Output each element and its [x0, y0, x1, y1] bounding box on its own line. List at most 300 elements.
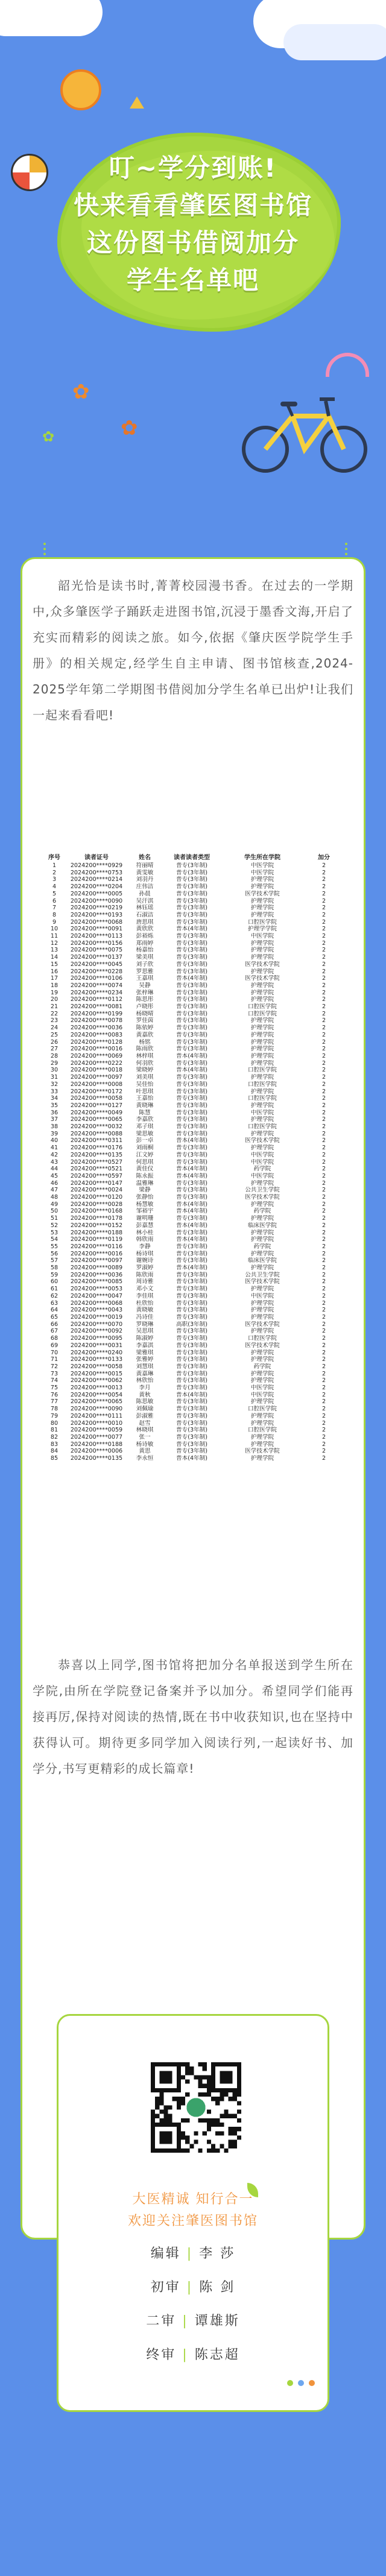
table-cell: 普专(3年制) [176, 1328, 207, 1335]
table-row [43, 926, 345, 933]
table-cell: 普本(4年制) [176, 1391, 207, 1398]
table-cell: 普专(3年制) [176, 1109, 207, 1116]
table-cell: 2 [321, 1398, 326, 1406]
table-cell: 2024200****0095 [70, 1335, 123, 1342]
table-cell: 林欣怡 [136, 1377, 154, 1384]
table-cell: 温雅琳 [136, 1179, 154, 1187]
table-row [43, 1152, 345, 1159]
table-row [43, 1398, 345, 1406]
table-cell: 2024200****0068 [70, 1299, 123, 1307]
table-row [43, 1434, 345, 1441]
table-cell: 2024200****0111 [70, 1412, 123, 1419]
table-cell: 中医学院 [250, 1109, 274, 1116]
table-cell: 2 [321, 1412, 326, 1419]
table-cell: 2024200****0234 [70, 989, 123, 996]
table-cell: 65 [50, 1314, 59, 1321]
table-cell: 刘羽丹 [136, 876, 154, 883]
table-cell: 中医学院 [250, 1391, 274, 1398]
table-cell: 护理学学院 [248, 926, 277, 933]
table-cell: 2 [321, 890, 326, 897]
table-cell: 护理学院 [250, 1286, 274, 1293]
table-cell: 林钰瑶 [136, 904, 154, 912]
table-cell: 普专(3年制) [176, 1003, 207, 1011]
table-cell: 普专(3年制) [176, 1179, 207, 1187]
table-cell: 68 [50, 1335, 59, 1342]
table-cell: 张梓琳 [136, 989, 154, 996]
table-cell: 普专(3年制) [176, 1257, 207, 1264]
table-row [43, 1406, 345, 1413]
table-cell: 护理学院 [250, 1377, 274, 1384]
table-cell: 梁静 [139, 1187, 151, 1194]
table-row [43, 1137, 345, 1144]
table-cell: 2024200****0156 [70, 939, 123, 947]
table-cell: 45 [50, 1172, 59, 1179]
qr-code-icon [151, 2062, 241, 2153]
credit-name: 谭雄斯 [194, 2314, 240, 2329]
table-row [43, 1173, 345, 1180]
table-cell: 口腔医学院 [248, 1406, 277, 1413]
table-cell: 80 [50, 1419, 59, 1427]
table-cell: 2024200****0019 [70, 1314, 123, 1321]
table-cell: 2 [321, 1116, 326, 1123]
table-cell: 2 [321, 939, 326, 947]
table-cell: 中医学院 [250, 1158, 274, 1166]
table-cell: 护理学院 [250, 982, 274, 989]
table-row [43, 1046, 345, 1053]
table-cell: 4 [52, 883, 57, 891]
table-row [43, 1278, 345, 1286]
credit-role: 初审 [150, 2280, 181, 2295]
table-cell: 护理学院 [250, 1307, 274, 1314]
table-cell: 2024200****0116 [70, 1243, 123, 1250]
table-cell: 护理学院 [250, 1356, 274, 1363]
table-cell: 护理学院 [250, 1433, 274, 1441]
table-cell: 普专(3年制) [176, 1406, 207, 1413]
table-cell: 何羽欣 [136, 1059, 154, 1067]
table-cell: 24 [50, 1024, 59, 1032]
credit-row [0, 2344, 386, 2363]
table-cell: 63 [50, 1299, 59, 1307]
cloud-decoration [283, 24, 386, 60]
decorative-dots [287, 2377, 320, 2388]
table-cell: 普专(3年制) [176, 1335, 207, 1342]
table-row [43, 1257, 345, 1264]
table-cell: 2 [321, 1215, 326, 1222]
table-cell: 符丽晴 [136, 862, 154, 869]
table-cell: 33 [50, 1088, 59, 1095]
table-cell: 2024200****0527 [70, 1158, 123, 1166]
table-cell: 陈慧 [139, 1109, 151, 1116]
bonus-list-table-wrapper [43, 854, 345, 1462]
table-cell: 60 [50, 1278, 59, 1286]
table-cell: 李嘉淇 [136, 1342, 154, 1349]
table-cell: 2024200****0112 [70, 996, 123, 1003]
intro-paragraph: 韶光恰是读书时,菁菁校园漫书香。在过去的一学期中,众多肇医学子踊跃走进图书馆,沉浸于墨香文海,开启了充实而精彩的阅读之旅。如今,依据《肇庆医学院学生手册》的相关规定,经学生自主申请、图书馆核查,2024-2025学年第二学期图书借阅加分学生名单已出炉!让我们一起来看看吧! [33, 578, 353, 722]
table-row [43, 940, 345, 947]
table-cell: 2 [321, 1271, 326, 1278]
table-cell: 2 [321, 1441, 326, 1448]
table-cell: 55 [50, 1243, 59, 1250]
table-cell: 47 [50, 1187, 59, 1194]
table-cell: 35 [50, 1102, 59, 1109]
table-cell: 冯诗佳 [136, 1314, 154, 1321]
table-cell: 2024200****0176 [70, 1144, 123, 1152]
table-cell: 杜欣怡 [136, 1299, 154, 1307]
table-cell: 2024200****0058 [70, 1363, 123, 1370]
table-cell: 53 [50, 1229, 59, 1236]
table-cell: 67 [50, 1328, 59, 1335]
table-cell: 护理学院 [250, 1052, 274, 1059]
table-cell: 2 [321, 883, 326, 891]
table-cell: 3 [52, 876, 57, 883]
table-cell: 2024200****0006 [70, 1448, 123, 1455]
table-cell: 2024200****0045 [70, 961, 123, 968]
table-cell: 49 [50, 1201, 59, 1208]
table-cell: 护理学院 [250, 1102, 274, 1109]
table-cell: 2 [321, 1151, 326, 1158]
table-cell: 孙晨 [139, 890, 151, 897]
table-cell: 普专(3年制) [176, 1433, 207, 1441]
table-cell: 2024200****0133 [70, 1356, 123, 1363]
table-row [43, 1335, 345, 1342]
table-cell: 2 [321, 876, 326, 883]
outro-paragraph: 恭喜以上同学,图书馆将把加分名单报送到学生所在学院,由所在学院登记备案并予以加分。希望同学们能再接再厉,保持对阅读的热情,既在书中收获知识,也在坚持中获得认可。期待更多同学加入阅读行列,一起读好书、加学分,书写更精彩的成长篇章! [33, 1658, 353, 1776]
table-cell: 普专(3年制) [176, 1158, 207, 1166]
table-cell: 吴汗淇 [136, 897, 154, 904]
table-cell: 吴思琪 [136, 1328, 154, 1335]
headline-line-3: 这份图书借阅加分 [86, 228, 299, 257]
table-row [43, 990, 345, 997]
table-cell: 邓子琪 [136, 1123, 154, 1131]
table-cell: 吴静 [139, 982, 151, 989]
table-cell: 郑雨婷 [136, 939, 154, 947]
table-cell: 普专(3年制) [176, 1031, 207, 1038]
table-cell: 李月 [139, 1384, 151, 1392]
table-cell: 罗思雅 [136, 968, 154, 975]
table-cell: 护理学院 [250, 904, 274, 912]
table-cell: 口腔医学院 [248, 1427, 277, 1434]
table-cell: 梁雅琪 [136, 1349, 154, 1356]
table-cell: 护理学院 [250, 876, 274, 883]
table-header-cell: 读者证号 [84, 854, 109, 862]
table-cell: 邓小文 [136, 1286, 154, 1293]
table-cell: 52 [50, 1222, 59, 1229]
table-cell: 护理学院 [250, 1130, 274, 1137]
table-cell: 70 [50, 1349, 59, 1356]
table-cell: 2024200****0083 [70, 1031, 123, 1038]
table-cell: 普本(4年制) [176, 1166, 207, 1173]
table-row [43, 1110, 345, 1117]
table-cell: 罗淑婷 [136, 1264, 154, 1272]
table-cell: 2 [321, 933, 326, 940]
table-cell: 护理学院 [250, 911, 274, 918]
table-cell: 护理学院 [250, 1412, 274, 1419]
table-cell: 2 [321, 1130, 326, 1137]
credit-role: 终审 [146, 2347, 177, 2363]
table-cell: 护理学院 [250, 1059, 274, 1067]
table-cell: 2024200****0092 [70, 1328, 123, 1335]
table-cell: 2 [321, 1067, 326, 1074]
table-row [43, 883, 345, 891]
table-cell: 34 [50, 1095, 59, 1102]
table-cell: 2024200****0090 [70, 897, 123, 904]
table-cell: 15 [50, 961, 59, 968]
table-cell: 护理学院 [250, 1398, 274, 1406]
headline [0, 150, 386, 299]
table-cell: 林梓琪 [136, 1052, 154, 1059]
credit-role: 二审 [146, 2314, 177, 2329]
credit-name: 陈志超 [194, 2347, 240, 2363]
table-cell: 2024200****0119 [70, 1236, 123, 1243]
table-cell: 2024200****0188 [70, 1229, 123, 1236]
table-cell: 吴佳怡 [136, 1081, 154, 1088]
table-row [43, 1427, 345, 1434]
table-header-row [43, 854, 345, 862]
table-cell: 28 [50, 1052, 59, 1059]
table-cell: 2024200****0199 [70, 1010, 123, 1017]
table-row [43, 996, 345, 1003]
table-row [43, 1067, 345, 1074]
table-cell: 13 [50, 947, 59, 954]
table-cell: 普专(3年制) [176, 933, 207, 940]
table-cell: 护理学院 [250, 1024, 274, 1032]
table-cell: 2024200****0188 [70, 1441, 123, 1448]
credit-row [0, 2243, 386, 2262]
credit-name: 陈 剑 [199, 2280, 236, 2295]
table-cell: 2 [321, 926, 326, 933]
table-cell: 护理学院 [250, 989, 274, 996]
table-cell: 护理学院 [250, 1038, 274, 1046]
credit-row [0, 2277, 386, 2296]
table-row [43, 862, 345, 870]
table-cell: 普专(3年制) [176, 1095, 207, 1102]
table-cell: 2 [321, 1299, 326, 1307]
table-row [43, 933, 345, 940]
table-cell: 黄思 [139, 1448, 151, 1455]
table-cell: 护理学院 [250, 1441, 274, 1448]
table-cell: 普专(3年制) [176, 1377, 207, 1384]
table-cell: 66 [50, 1321, 59, 1328]
bicycle-icon [238, 386, 371, 476]
table-cell: 2024200****0090 [70, 1406, 123, 1413]
table-row [43, 982, 345, 990]
table-row [43, 1363, 345, 1371]
table-cell: 2024200****0135 [70, 1455, 123, 1462]
table-cell: 2 [321, 1144, 326, 1152]
table-cell: 普专(3年制) [176, 1349, 207, 1356]
table-cell: 王嘉怡 [136, 1095, 154, 1102]
table-row [43, 912, 345, 919]
table-cell: 2024200****0929 [70, 862, 123, 869]
table-cell: 2 [321, 1427, 326, 1434]
table-cell: 普专(3年制) [176, 1363, 207, 1370]
table-cell: 2024200****0054 [70, 1391, 123, 1398]
table-cell: 5 [52, 890, 57, 897]
table-cell: 刘美琪 [136, 1074, 154, 1081]
table-cell: 护理学院 [250, 1299, 274, 1307]
table-cell: 普专(3年制) [176, 968, 207, 975]
table-cell: 普专(3年制) [176, 1398, 207, 1406]
table-cell: 2024200****0168 [70, 1208, 123, 1215]
table-cell: 护理学院 [250, 1250, 274, 1257]
credit-role: 编辑 [150, 2246, 181, 2261]
table-cell: 48 [50, 1194, 59, 1201]
table-row [43, 1371, 345, 1378]
table-cell: 2 [321, 961, 326, 968]
table-cell: 普专(3年制) [176, 1419, 207, 1427]
table-cell: 罗佳茵 [136, 1017, 154, 1024]
table-cell: 2 [321, 968, 326, 975]
table-row [43, 947, 345, 954]
table-cell: 陈思彤 [136, 996, 154, 1003]
headline-line-2: 快来看看肇医图书馆 [73, 191, 312, 220]
credit-separator: | [176, 2347, 195, 2363]
table-cell: 2 [321, 1377, 326, 1384]
table-cell: 护理学院 [250, 1328, 274, 1335]
table-cell: 2024200****0120 [70, 1194, 123, 1201]
table-row [43, 1264, 345, 1272]
table-row [43, 1017, 345, 1024]
table-cell: 75 [50, 1384, 59, 1392]
table-row [43, 1321, 345, 1328]
table-cell: 76 [50, 1391, 59, 1398]
table-cell: 2 [321, 1229, 326, 1236]
table-cell: 护理学院 [250, 1215, 274, 1222]
table-cell: 中医学院 [250, 869, 274, 876]
table-cell: 16 [50, 968, 59, 975]
table-cell: 2024200****0036 [70, 1024, 123, 1032]
table-cell: 2024200****0068 [70, 918, 123, 926]
table-cell: 29 [50, 1059, 59, 1067]
table-cell: 2 [321, 989, 326, 996]
table-cell: 2024200****0010 [70, 1419, 123, 1427]
table-row [43, 904, 345, 912]
table-cell: 口腔医学院 [248, 1081, 277, 1088]
table-cell: 口腔医学院 [248, 1003, 277, 1011]
table-cell: 梁晓婷 [136, 1067, 154, 1074]
table-cell: 李永恒 [136, 1455, 154, 1462]
table-cell: 普专(3年制) [176, 1286, 207, 1293]
table-row [43, 1455, 345, 1462]
table-cell: 2024200****0204 [70, 883, 123, 891]
table-cell: 2024200****0311 [70, 1137, 123, 1144]
table-cell: 37 [50, 1116, 59, 1123]
table-row [43, 1102, 345, 1110]
table-cell: 刘雨桐 [136, 1144, 154, 1152]
table-cell: 石淑洁 [136, 911, 154, 918]
table-cell: 2 [321, 897, 326, 904]
table-header-cell: 学生所在学院 [244, 854, 280, 862]
table-cell: 普专(3年制) [176, 947, 207, 954]
table-cell: 普本(4年制) [176, 1264, 207, 1272]
table-row [43, 968, 345, 976]
table-cell: 2024200****0081 [70, 1003, 123, 1011]
table-cell: 刘子欣 [136, 961, 154, 968]
table-cell: 31 [50, 1074, 59, 1081]
table-row [43, 1448, 345, 1455]
table-cell: 普专(3年制) [176, 1144, 207, 1152]
table-cell: 71 [50, 1356, 59, 1363]
table-cell: 2024200****0089 [70, 1264, 123, 1272]
table-cell: 护理学院 [250, 1179, 274, 1187]
table-row [43, 1236, 345, 1243]
table-header-cell: 序号 [48, 854, 60, 862]
table-cell: 普专(3年制) [176, 1271, 207, 1278]
table-row [43, 1293, 345, 1300]
table-cell: 2024200****0106 [70, 975, 123, 982]
table-cell: 陈永振 [136, 1172, 154, 1179]
table-cell: 护理学院 [250, 1314, 274, 1321]
table-cell: 药学院 [253, 1208, 271, 1215]
table-row [43, 1307, 345, 1314]
table-cell: 20 [50, 996, 59, 1003]
table-cell: 2 [321, 1264, 326, 1272]
table-cell: 2024200****0240 [70, 1349, 123, 1356]
table-row [43, 1356, 345, 1363]
table-cell: 陈依婷 [136, 1024, 154, 1032]
table-cell: 普本(4年制) [176, 1201, 207, 1208]
paw-print-icon: ✿ [121, 416, 138, 440]
table-cell: 2024200****0219 [70, 904, 123, 912]
table-cell: 赵雪 [139, 1419, 151, 1427]
table-cell: 8 [52, 911, 57, 918]
table-cell: 2024200****0065 [70, 1398, 123, 1406]
table-row [43, 1230, 345, 1237]
table-cell: 2 [321, 1314, 326, 1321]
table-cell: 2 [321, 1074, 326, 1081]
table-cell: 2024200****0058 [70, 1095, 123, 1102]
table-cell: 7 [52, 904, 57, 912]
table-row [43, 1222, 345, 1230]
table-cell: 普专(3年制) [176, 1278, 207, 1286]
table-cell: 2 [321, 1433, 326, 1441]
table-cell: 2 [321, 1391, 326, 1398]
table-row [43, 1011, 345, 1018]
table-cell: 42 [50, 1151, 59, 1158]
table-cell: 2 [321, 1257, 326, 1264]
table-cell: 普专(3年制) [176, 1081, 207, 1088]
table-cell: 梁思敏 [136, 1130, 154, 1137]
table-cell: 刘佩瑜 [136, 1406, 154, 1413]
table-cell: 护理学院 [250, 939, 274, 947]
table-cell: 陈淑婷 [136, 1335, 154, 1342]
table-cell: 44 [50, 1166, 59, 1173]
table-cell: 25 [50, 1031, 59, 1038]
table-cell: 2024200****0008 [70, 1081, 123, 1088]
table-cell: 普本(4年制) [176, 1137, 207, 1144]
table-cell: 普专(3年制) [176, 1250, 207, 1257]
table-cell: 谢明珊 [136, 1215, 154, 1222]
table-cell: 2 [321, 1109, 326, 1116]
slogan-line-2: 欢迎关注肇医图书馆 [127, 2214, 258, 2229]
table-row [43, 1251, 345, 1258]
table-cell: 庄伟洁 [136, 883, 154, 891]
table-cell: 2 [321, 1166, 326, 1173]
table-cell: 41 [50, 1144, 59, 1152]
table-row [43, 1131, 345, 1138]
table-cell: 2024200****0032 [70, 1123, 123, 1131]
table-cell: 护理学院 [250, 1229, 274, 1236]
table-cell: 普专(3年制) [176, 1314, 207, 1321]
table-cell: 84 [50, 1448, 59, 1455]
table-cell: 2024200****0074 [70, 982, 123, 989]
table-cell: 林小桂 [136, 1229, 154, 1236]
table-cell: 医学技术学院 [245, 1278, 280, 1286]
table-cell: 2 [321, 1370, 326, 1377]
table-cell: 21 [50, 1003, 59, 1011]
paw-print-icon: ✿ [42, 428, 55, 445]
table-cell: 杨嘉怡 [136, 947, 154, 954]
